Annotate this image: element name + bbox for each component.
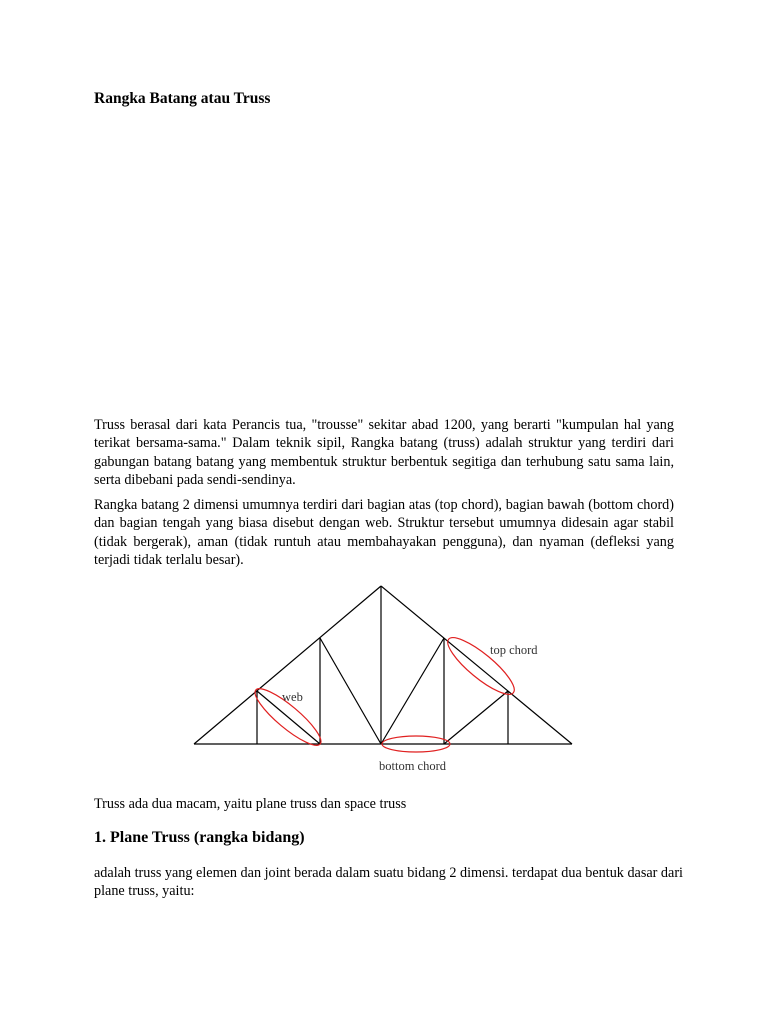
paragraph-plane-truss-definition: adalah truss yang elemen dan joint berada dalam suatu bidang 2 dimensi. terdapat dua bentuk dasar dari plane truss, yaitu: <box>94 865 683 900</box>
web-label: web <box>282 690 303 704</box>
top-chord-label: top chord <box>490 643 538 657</box>
truss-members <box>194 586 572 744</box>
bottom-chord-label: bottom chord <box>379 759 447 773</box>
truss-diagram <box>180 580 580 780</box>
paragraph-truss-origin: Truss berasal dari kata Perancis tua, "trousse" sekitar abad 1200, yang berarti "kumpulan hal yang terikat bersama-sama." Dalam teknik sipil, Rangka batang (truss) adalah struktur yang terdiri dari gabungan batang batang yang membentuk struktur berbentuk segitiga dan terhubung satu sama lain, serta dibebani pada sendi-sendinya. <box>94 417 674 489</box>
document-title: Rangka Batang atau Truss <box>94 90 271 107</box>
section-title-plane-truss: 1. Plane Truss (rangka bidang) <box>94 829 305 846</box>
paragraph-truss-parts: Rangka batang 2 dimensi umumnya terdiri dari bagian atas (top chord), bagian bawah (bottom chord) dan bagian tengah yang biasa disebut dengan web. Struktur tersebut umumnya didesain agar stabil (tidak bergerak), aman (tidak runtuh atau membahayakan pengguna), dan nyaman (defleksi yang terjadi tidak terlalu besar). <box>94 497 674 569</box>
paragraph-truss-types: Truss ada dua macam, yaitu plane truss dan space truss <box>94 796 407 812</box>
